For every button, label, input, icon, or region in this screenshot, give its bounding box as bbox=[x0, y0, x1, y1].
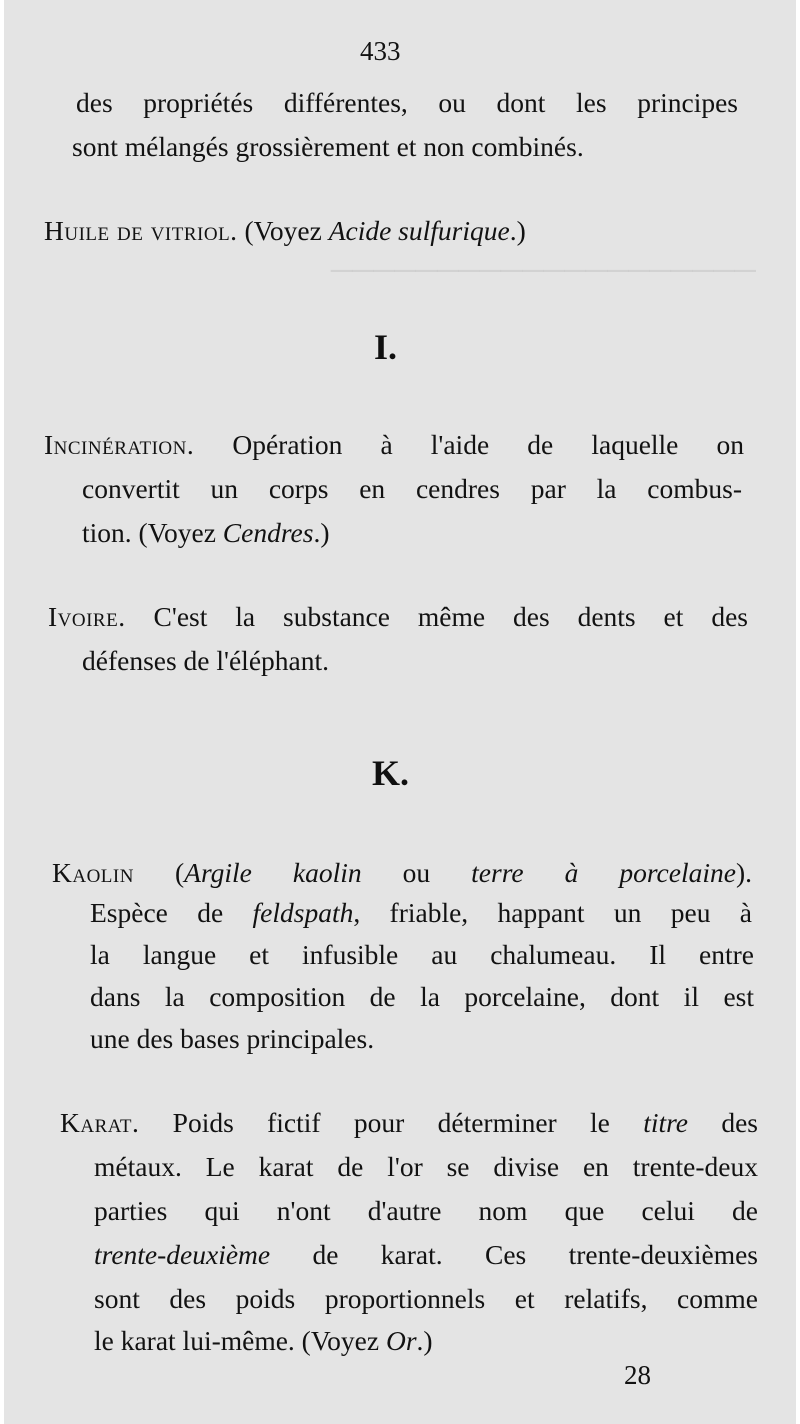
entry-karat-line-6 bbox=[94, 1324, 433, 1358]
entry-headword: Huile de vitriol. bbox=[44, 215, 238, 246]
section-heading-i: I. bbox=[374, 327, 398, 367]
entry-text: .) bbox=[416, 1325, 433, 1356]
entry-incineration-line-2: convertit un corps en cendres par la combus- bbox=[82, 473, 742, 504]
entry-karat-line-2: métaux. Le karat de l'or se divise en trente-deux bbox=[94, 1151, 758, 1182]
synonym: Argile kaolin bbox=[184, 857, 362, 888]
entry-kaolin-line-3: la langue et infusible au chalumeau. Il entre bbox=[90, 939, 754, 970]
synonym: terre à porcelaine bbox=[471, 857, 736, 888]
signature-mark-bottom: 28 bbox=[624, 1360, 651, 1390]
entry-karat-line-5: sont des poids proportionnels et relatifs, comme bbox=[94, 1283, 758, 1314]
entry-text: .) bbox=[509, 215, 526, 246]
cross-reference: Acide sulfurique bbox=[328, 215, 510, 246]
entry-ivoire-line-2: défenses de l'éléphant. bbox=[82, 645, 330, 676]
cross-reference: Cendres bbox=[222, 517, 314, 548]
entry-text: des bbox=[688, 1107, 758, 1138]
entry-kaolin-line-5: une des bases principales. bbox=[90, 1023, 375, 1054]
technical-term: titre bbox=[643, 1107, 689, 1138]
entry-text: C'est la substance même des dents et des bbox=[125, 601, 748, 632]
entry-text: Poids fictif pour déterminer le bbox=[139, 1107, 644, 1138]
entry-text: .) bbox=[313, 517, 330, 548]
entry-headword: Kaolin bbox=[52, 857, 134, 888]
show-through-texture: ──────────────────── bbox=[330, 254, 756, 287]
entry-huile-de-vitriol bbox=[44, 214, 526, 248]
cross-reference: Or bbox=[385, 1325, 417, 1356]
entry-karat-line-3: parties qui n'ont d'autre nom que celui de bbox=[94, 1195, 758, 1226]
section-heading-k: K. bbox=[372, 753, 410, 793]
entry-kaolin-line-4: dans la composition de la porcelaine, dont il est bbox=[90, 981, 754, 1012]
entry-karat-line-4 bbox=[94, 1238, 758, 1274]
entry-text: Espèce de bbox=[90, 897, 253, 928]
entry-text: tion. (Voyez bbox=[82, 517, 223, 548]
entry-incineration-line-3 bbox=[82, 516, 329, 550]
entry-text: , friable, happant un peu à bbox=[353, 897, 752, 928]
page-number-top: 433 bbox=[360, 36, 401, 66]
entry-ivoire-line-1 bbox=[48, 600, 748, 636]
entry-text: le karat lui-même. (Voyez bbox=[94, 1325, 386, 1356]
entry-text: de karat. Ces trente-deuxièmes bbox=[270, 1239, 758, 1270]
book-page bbox=[4, 0, 796, 1424]
entry-kaolin-line-1 bbox=[52, 856, 752, 892]
entry-text: ( bbox=[133, 857, 185, 888]
entry-headword: Incinération. bbox=[44, 429, 195, 460]
entry-headword: Ivoire. bbox=[48, 601, 126, 632]
technical-term: trente-deuxième bbox=[94, 1239, 271, 1270]
cross-reference: feldspath bbox=[252, 897, 354, 928]
intro-line-2: sont mélangés grossièrement et non combinés. bbox=[72, 131, 584, 162]
entry-incineration-line-1 bbox=[44, 428, 744, 464]
entry-text: ou bbox=[361, 857, 472, 888]
entry-text: ). bbox=[735, 857, 752, 888]
entry-text: (Voyez bbox=[237, 215, 329, 246]
entry-karat-line-1 bbox=[60, 1106, 758, 1142]
entry-headword: Karat. bbox=[60, 1107, 140, 1138]
entry-text: Opération à l'aide de laquelle on bbox=[194, 429, 744, 460]
intro-line-1: des propriétés différentes, ou dont les principes bbox=[76, 87, 738, 118]
entry-kaolin-line-2 bbox=[90, 896, 752, 932]
